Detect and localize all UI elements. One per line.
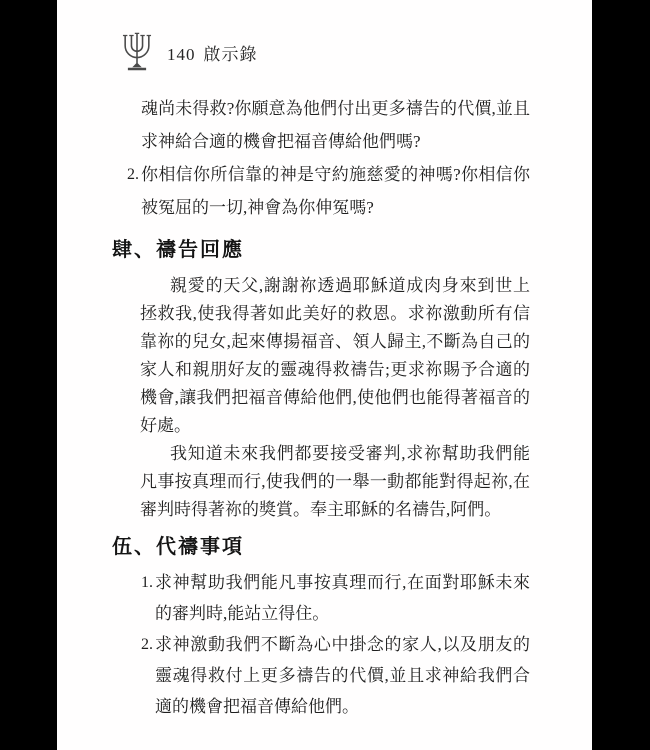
intercession-item-2 bbox=[141, 629, 530, 722]
menorah-icon bbox=[120, 30, 154, 74]
list-number: 1. bbox=[141, 574, 153, 591]
list-item-text: 求神激動我們不斷為心中掛念的家人,以及朋友的靈魂得救付上更多禱告的代價,並且求神給我們合適的機會把福音傳給他們。 bbox=[155, 635, 530, 716]
page-number: 140 bbox=[167, 44, 196, 64]
list-number: 2. bbox=[141, 636, 153, 653]
running-head bbox=[167, 40, 258, 65]
prayer-text bbox=[140, 272, 530, 524]
page-header bbox=[120, 30, 258, 74]
intercession-list bbox=[141, 567, 530, 722]
list-item-text: 你相信你所信靠的神是守約施慈愛的神嗎?你相信你被冤屈的一切,神會為你伸冤嗎? bbox=[141, 165, 530, 217]
list-item-text: 求神幫助我們能凡事按真理而行,在面對耶穌未來的審判時,能站立得住。 bbox=[155, 573, 530, 623]
reflection-item-2 bbox=[127, 158, 530, 224]
book-title: 啟示錄 bbox=[203, 44, 258, 64]
book-page bbox=[57, 0, 592, 750]
list-number: 2. bbox=[127, 166, 139, 183]
prayer-paragraph-2: 我知道未來我們都要接受審判,求祢幫助我們能凡事按真理而行,使我們的一舉一動都能對得起祢,在審判時得著祢的獎賞。奉主耶穌的名禱告,阿們。 bbox=[140, 444, 530, 519]
section-heading-intercession: 伍、代禱事項 bbox=[112, 536, 244, 558]
page-content bbox=[112, 92, 530, 722]
intercession-item-1 bbox=[141, 567, 530, 629]
reflection-item-continuation: 魂尚未得救?你願意為他們付出更多禱告的代價,並且求神給合適的機會把福音傳給他們嗎? bbox=[141, 99, 530, 151]
section-heading-prayer-response: 肆、禱告回應 bbox=[112, 239, 244, 261]
prayer-paragraph-1: 親愛的天父,謝謝祢透過耶穌道成肉身來到世上拯救我,使我得著如此美好的救恩。求祢激動所有信靠祢的兒女,起來傳揚福音、領人歸主,不斷為自己的家人和親朋好友的靈魂得救禱告;更求祢賜予合適的機會,讓我們把福音傳給他們,使他們也能得著福音的好處。 bbox=[140, 276, 530, 435]
